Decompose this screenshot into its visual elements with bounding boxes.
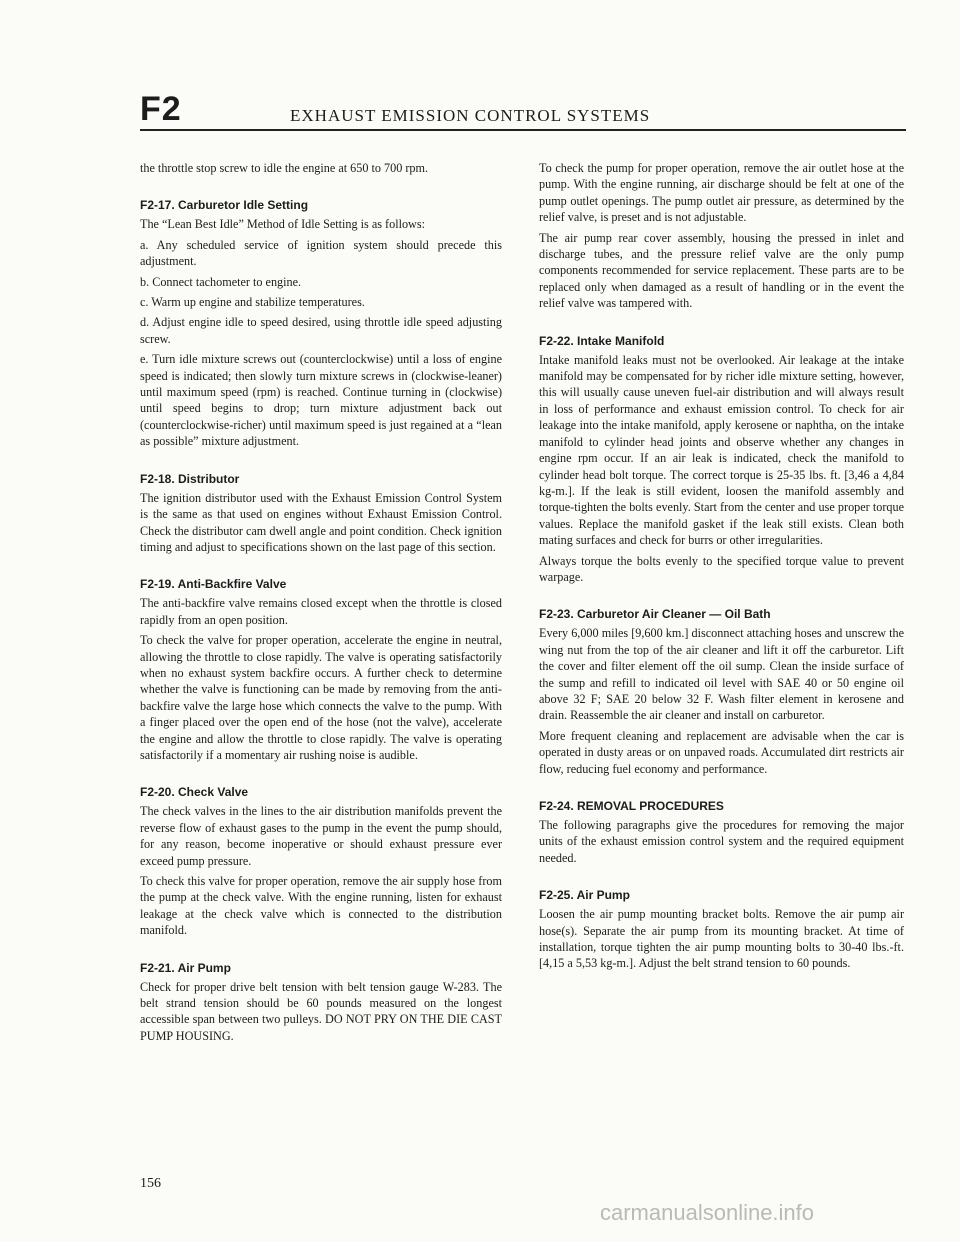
page-header [140,92,906,134]
paragraph-spacer [140,180,502,197]
section-heading: F2-17. Carburetor Idle Setting [140,198,309,213]
paragraph-spacer [140,943,502,960]
header-rule [140,129,906,131]
body-paragraph: b. Connect tachometer to engine. [140,274,302,289]
body-paragraph: The “Lean Best Idle” Method of Idle Setting is as follows: [140,217,425,232]
body-paragraph: The anti-backfire valve remains closed except when the throttle is closed rapidly from an open position. [140,596,502,627]
body-paragraph: The following paragraphs give the procedures for removing the major units of the exhaust emission control system and the required equipment needed. [539,818,904,865]
body-paragraph: To check the pump for proper operation, remove the air outlet hose at the pump. With the engine running, air discharge should be felt at one of the pump outlet openings. The pump outlet air pressure, as determined by the relief valve, is preset and is not adjustable. [539,161,904,225]
body-paragraph: a. Any scheduled service of ignition system should precede this adjustment. [140,237,502,269]
body-paragraph: The check valves in the lines to the air distribution manifolds prevent the reverse flow of exhaust gases to the pump in the event the pump should, for any reason, become inoperative or should exhaust pressure ever exceed pump pressure. [140,804,502,868]
page-number: 156 [140,1176,161,1191]
body-paragraph: To check the valve for proper operation, accelerate the engine in neutral, allowing the throttle to close rapidly. The valve is operating satisfactorily when no exhaust system backfire occurs. A further check to determine whether the valve is functioning can be made by removing from the anti-backfire valve the large hose which connects the valve to the pump. With a finger placed over the open end of the hose (not the valve), accelerate the engine and allow the throttle to close rapidly. The valve is operating satisfactorily if a momentary air rushing noise is audible. [140,633,502,762]
paragraph-spacer [539,316,904,333]
paragraph-spacer [140,559,502,576]
paragraph-spacer [539,781,904,798]
section-heading: F2-24. REMOVAL PROCEDURES [539,799,724,813]
body-paragraph: The air pump rear cover assembly, housing the pressed in inlet and discharge tubes, and the pressure relief valve are the only pump components recommended for service replacement. These parts are to be replaced only when damaged as a result of handling or in the event the relief valve was tampered with. [539,230,904,311]
body-paragraph: Loosen the air pump mounting bracket bolts. Remove the air pump air hose(s). Separate the air pump from its mounting bracket. At time of installation, torque tighten the air pump mounting bolts to 30-40 lbs.-ft. [4,15 a 5,53 kg-m.]. Adjust the belt strand tension to 60 pounds. [539,907,904,971]
body-paragraph: More frequent cleaning and replacement are advisable when the car is operated in dusty areas or on unpaved roads. Accumulated dirt restricts air flow, reducing fuel economy and performance. [539,728,904,776]
section-heading: F2-23. Carburetor Air Cleaner — Oil Bath [539,607,771,622]
body-paragraph: e. Turn idle mixture screws out (counterclockwise) until a loss of engine speed is indicated; then slowly turn mixture screws in (clockwise-leaner) until maximum speed (rpm) is reached. Continue turning in (clockwise) until speed begins to drop; turn mixture adjustment back out (counterclockwise-richer) until maximum speed is just regained at a “lean as possible” mixture adjustment. [140,352,502,449]
section-heading: F2-19. Anti-Backfire Valve [140,577,287,592]
watermark: carmanualsonline.info [600,1200,815,1225]
section-heading: F2-25. Air Pump [539,888,630,903]
body-paragraph: Every 6,000 miles [9,600 km.] disconnect attaching hoses and unscrew the wing nut from the top of the air cleaner and lift it off the carburetor. Lift the cover and filter element off the oil sump. Clean the inside surface of the sump and refill to indicated oil level with SAE 40 or 50 engine oil above 32 F; SAE 20 below 32 F. Wash filter element in kerosene and drain. Reassemble the air cleaner and install on carburetor. [539,626,904,723]
body-paragraph: The ignition distributor used with the Exhaust Emission Control System is the same as that used on engines without Exhaust Emission Control. Check the distributor cam dwell angle and point condition. Check ignition timing and adjust to specifications shown on the last page of this section. [140,490,502,554]
left-column [140,160,502,1048]
section-heading: F2-22. Intake Manifold [539,333,665,348]
paragraph-spacer [140,767,502,784]
body-paragraph: the throttle stop screw to idle the engine at 650 to 700 rpm. [140,161,429,175]
section-heading: F2-18. Distributor [140,471,240,486]
paragraph-spacer [539,870,904,887]
paragraph-spacer [140,454,502,471]
section-heading: F2-20. Check Valve [140,785,249,800]
body-paragraph: d. Adjust engine idle to speed desired, using throttle idle speed adjusting screw. [140,315,502,346]
section-heading: F2-21. Air Pump [140,960,231,975]
paragraph-spacer [539,589,904,606]
body-paragraph: Check for proper drive belt tension with belt tension gauge W-283. The belt strand tension should be 60 pounds measured on the longest accessible span between two pulleys. DO NOT PRY ON THE DIE CAST PUMP HOUSING. [140,979,502,1043]
body-paragraph: c. Warm up engine and stabilize temperatures. [140,295,365,310]
body-paragraph: Always torque the bolts evenly to the specified torque value to prevent warpage. [539,553,904,584]
body-paragraph: To check this valve for proper operation, remove the air supply hose from the pump at the check valve. With the engine running, listen for exhaust leakage at the check valve which is connected to the distribution manifold. [140,874,502,938]
body-paragraph: Intake manifold leaks must not be overlooked. Air leakage at the intake manifold may be compensated for by richer idle mixture setting, however, this will usually cause uneven fuel-air distribution and will always result in loss of performance and exhaust emission control. To check for air leakage into the intake manifold, apply kerosene or naphtha, on the intake manifold to cylinder head joints and observe whether any changes in engine rpm occur. If an air leak is indicated, check the manifold to cylinder head bolt torque. The correct torque is 25-35 lbs. ft. [3,46 a 4,84 kg-m.]. If the leak is still evident, loosen the manifold assembly and torque-tighten the bolts evenly. Start from the center and use proper torque values. Replace the manifold gasket if the leak still exists. Clean both mating surfaces and check for burrs or other irregularities. [539,352,904,548]
section-code: F2 [140,90,182,128]
right-column [539,160,904,976]
section-title: EXHAUST EMISSION CONTROL SYSTEMS [290,106,651,125]
